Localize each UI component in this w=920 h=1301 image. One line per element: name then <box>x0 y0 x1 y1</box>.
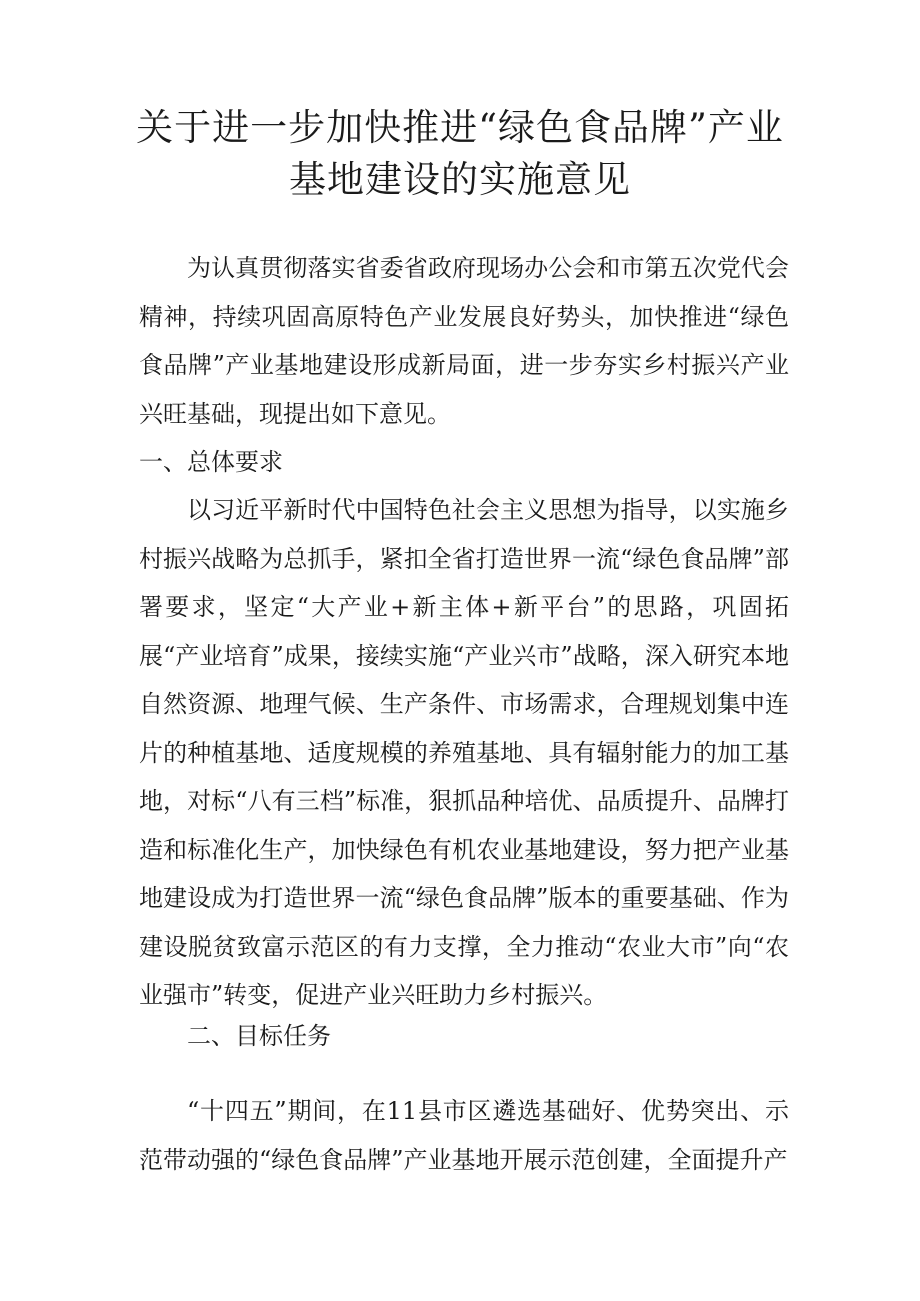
document-title-line-2: 基地建设的实施意见 <box>289 158 631 201</box>
section-2-paragraph <box>139 1087 789 1184</box>
section-2-heading-block <box>139 1012 789 1061</box>
section-1-text: 以习近平新时代中国特色社会主义思想为指导，以实施乡村振兴战略为总抓手，紧扣全省打造世界一流“绿色食品牌”部署要求，坚定“大产业+新主体+新平台”的思路，巩固拓展“产业培育”成果，接续实施“产业兴市”战略，深入研究本地自然资源、地理气候、生产条件、市场需求，合理规划集中连片的种植基地、适度规模的养殖基地、具有辐射能力的加工基地，对标“八有三档”标准，狠抓品种培优、品质提升、品牌打造和标准化生产，加快绿色有机农业基地建设，努力把产业基地建设成为打造世界一流“绿色食品牌”版本的重要基础、作为建设脱贫致富示范区的有力支撑，全力推动“农业大市”向“农业强市”转变，促进产业兴旺助力乡村振兴。 <box>139 496 789 1009</box>
section-1-heading: 一、总体要求 <box>139 448 283 476</box>
section-1-heading-block <box>139 438 789 487</box>
document-title-line-1: 关于进一步加快推进“绿色食品牌”产业 <box>136 106 784 149</box>
intro-paragraph <box>139 244 789 438</box>
section-1-paragraph <box>139 486 789 1020</box>
section-2-heading: 二、目标任务 <box>187 1022 331 1050</box>
intro-text: 为认真贯彻落实省委省政府现场办公会和市第五次党代会精神，持续巩固高原特色产业发展良好势头，加快推进“绿色食品牌”产业基地建设形成新局面，进一步夯实乡村振兴产业兴旺基础，现提出如下意见。 <box>139 254 789 428</box>
section-2-text: “十四五”期间，在11县市区遴选基础好、优势突出、示范带动强的“绿色食品牌”产业基地开展示范创建，全面提升产 <box>139 1097 789 1174</box>
